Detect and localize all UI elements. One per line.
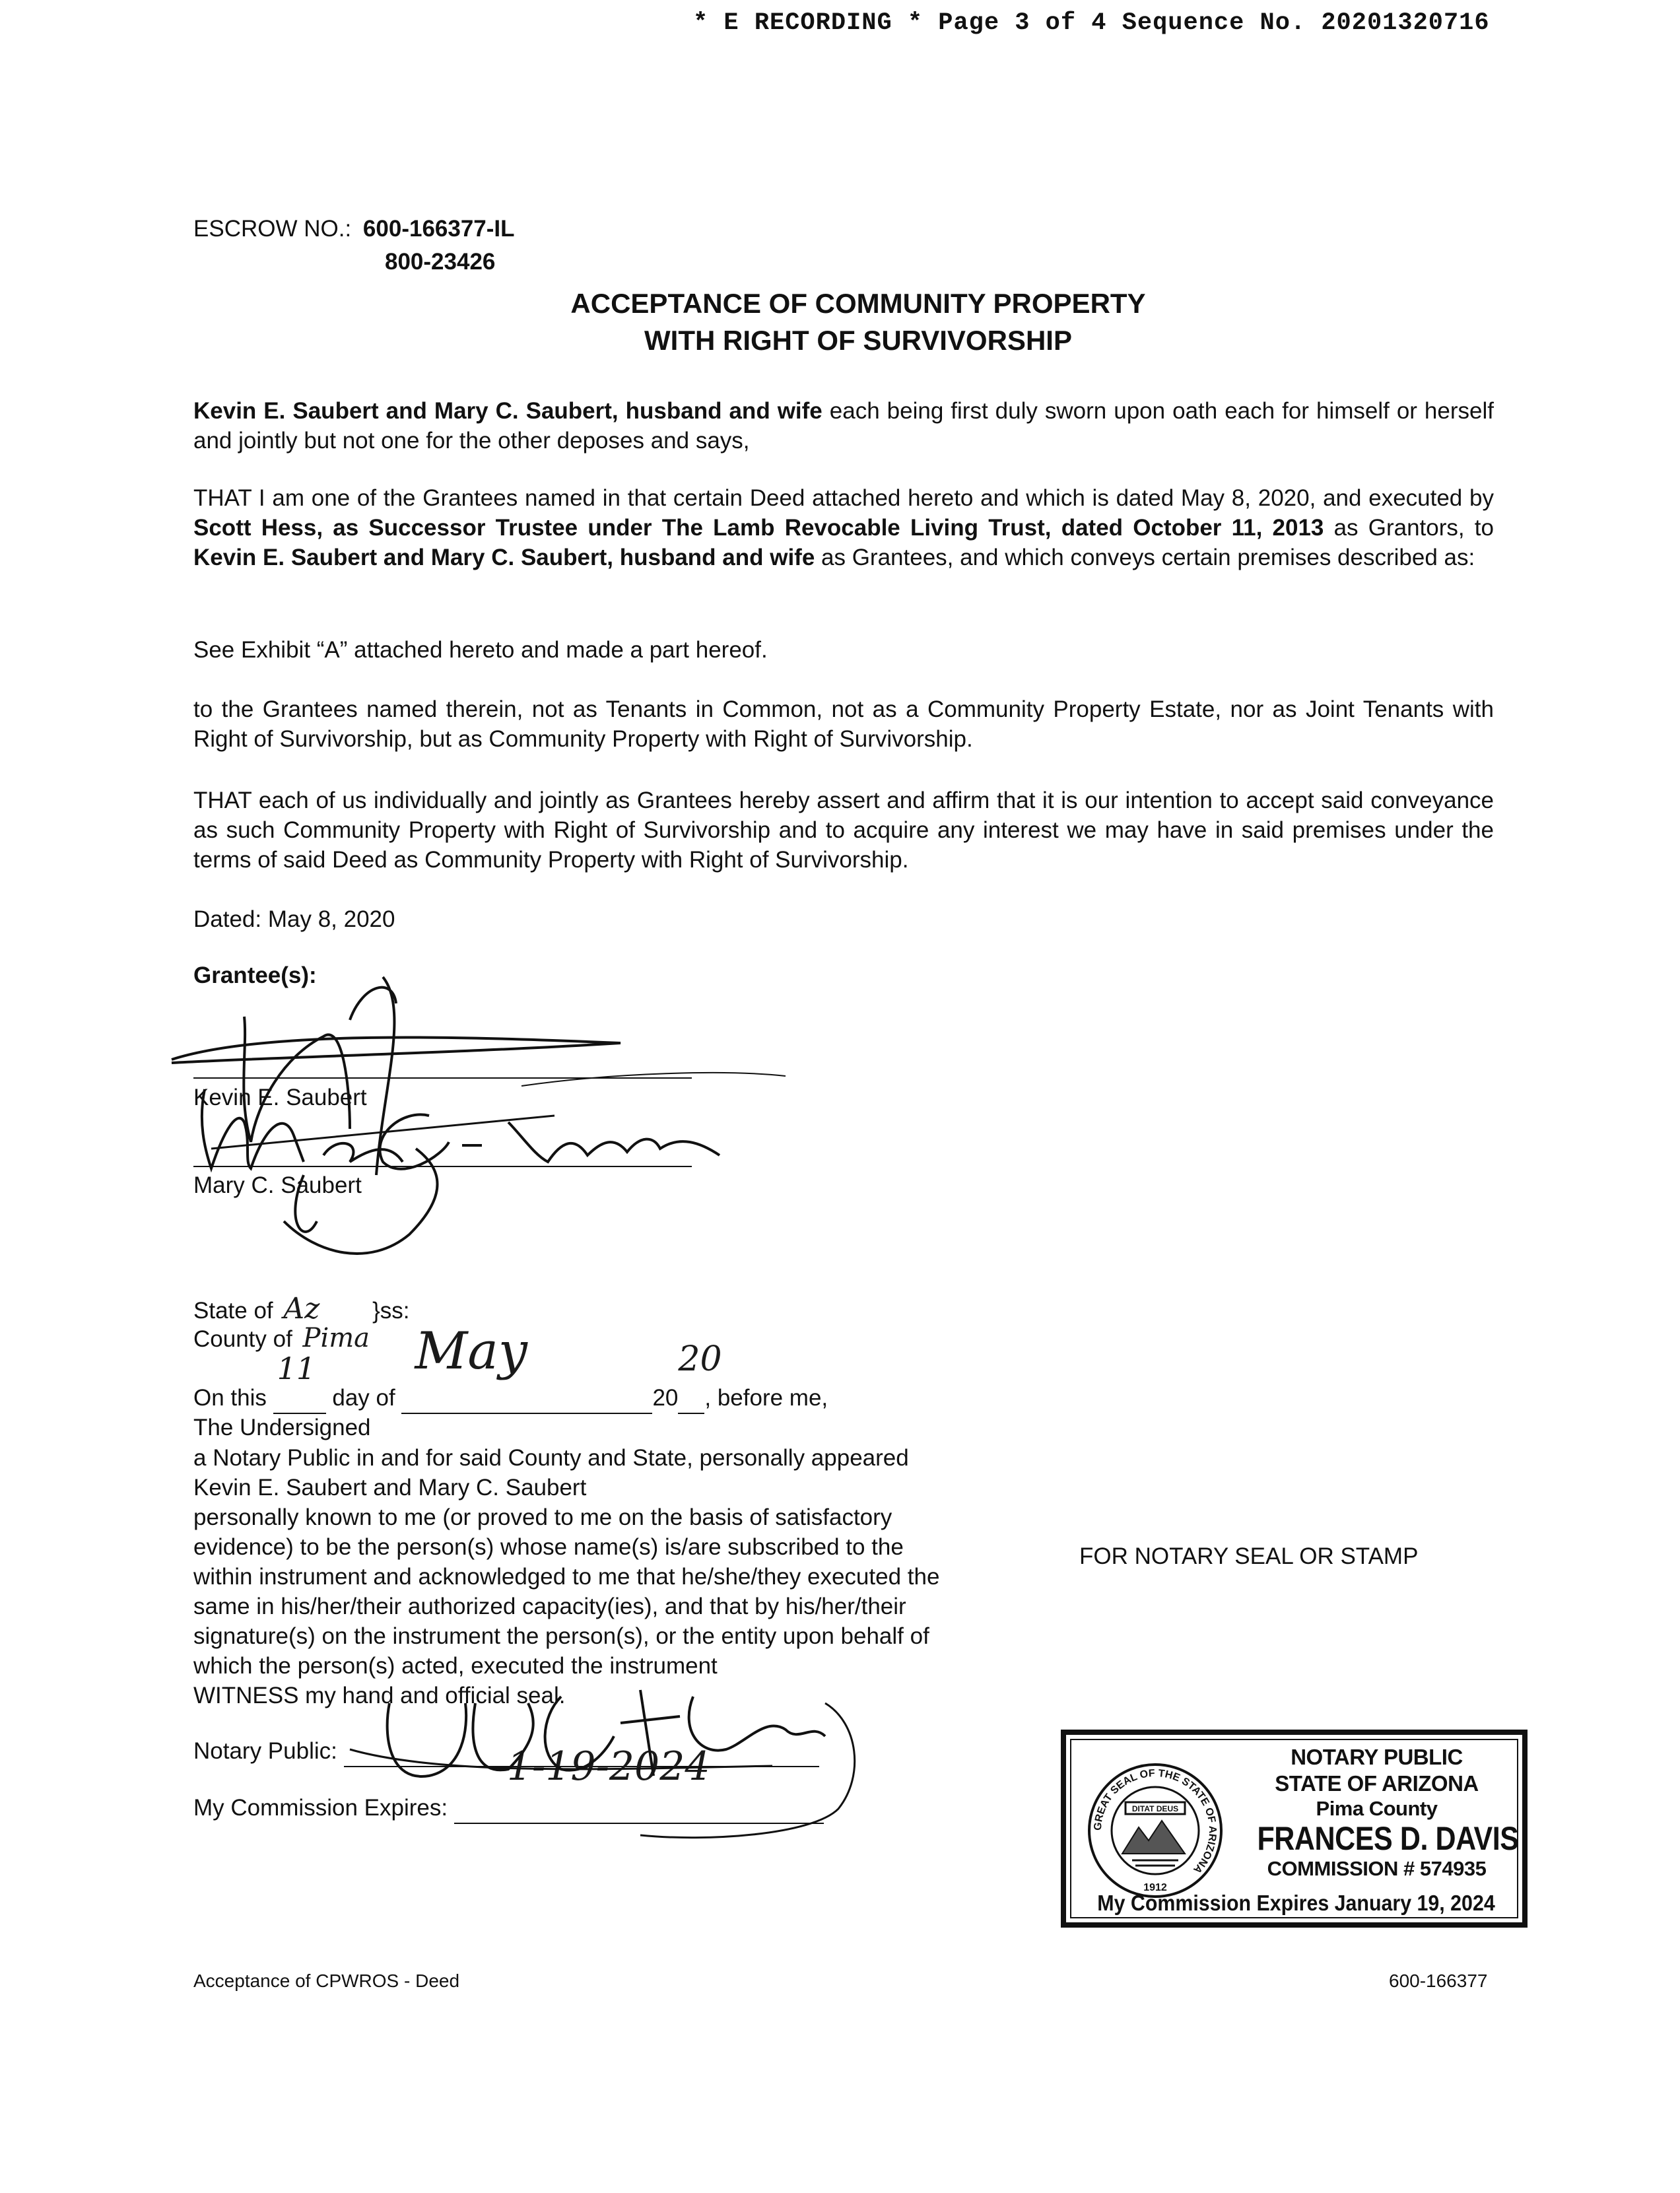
- certificate-line: a Notary Public in and for said County and State, personally appeared: [193, 1445, 909, 1471]
- stamp-line-1: NOTARY PUBLIC: [1291, 1745, 1463, 1769]
- title-line-2: WITH RIGHT OF SURVIVORSHIP: [644, 325, 1072, 356]
- year-prefix: 20: [652, 1385, 679, 1411]
- p2-bold-2: Kevin E. Saubert and Mary C. Saubert, husband and wife: [193, 545, 815, 570]
- p1-rest: each being first duly sworn upon oath each for himself or herself and jointly but not one for the other deposes and says,: [193, 398, 1494, 454]
- footer-right: 600-166377: [1389, 1971, 1488, 1991]
- notary-public-label: Notary Public:: [193, 1738, 337, 1764]
- p1-bold: Kevin E. Saubert and Mary C. Saubert, husband and wife: [193, 398, 823, 424]
- notary-stamp: [1061, 1730, 1528, 1928]
- county-line: [193, 1324, 370, 1354]
- commission-handwritten: 1-19-2024: [506, 1743, 710, 1790]
- escrow-label: ESCROW NO.:: [193, 216, 352, 242]
- p2-c: as Grantees, and which conveys certain premises described as:: [815, 545, 1475, 570]
- day-of-label: day of: [332, 1385, 395, 1411]
- p2-a: THAT I am one of the Grantees named in that certain Deed attached hereto and which is dated May 8, 2020, and executed by: [193, 485, 1494, 511]
- grantee-signature-mary: [152, 1069, 812, 1281]
- month-handwritten: May: [415, 1322, 527, 1381]
- certificate-line: evidence) to be the person(s) whose name(s) is/are subscribed to the: [193, 1534, 904, 1560]
- notary-certificate: [193, 1443, 939, 1710]
- dated-line: Dated: May 8, 2020: [193, 906, 395, 932]
- stamp-line-6: My Commission Expires January 19, 2024: [1097, 1891, 1495, 1915]
- paragraph-intention: THAT each of us individually and jointly as Grantees hereby assert and affirm that it is our intention to accept said conveyance as such Community Property with Right of Survivorship and to acquire any interest we may have in said premises under the terms of said Deed as Community Property with Right of Survivorship.: [193, 788, 1494, 873]
- stamp-line-3: Pima County: [1316, 1797, 1438, 1820]
- certificate-line: same in his/her/their authorized capacity(ies), and that by his/her/their: [193, 1594, 906, 1619]
- footer-left: Acceptance of CPWROS - Deed: [193, 1971, 460, 1991]
- certificate-line: Kevin E. Saubert and Mary C. Saubert: [193, 1475, 587, 1501]
- certificate-line: signature(s) on the instrument the person(s), or the entity upon behalf of: [193, 1623, 929, 1649]
- document-title: [396, 285, 1320, 359]
- arizona-seal-icon: [1086, 1761, 1225, 1900]
- seal-placeholder-label: FOR NOTARY SEAL OR STAMP: [1079, 1543, 1419, 1569]
- paragraph-grantees: [193, 483, 1494, 572]
- grantee-name-2: Mary C. Saubert: [193, 1172, 362, 1198]
- escrow-number-1: 600-166377-IL: [362, 216, 515, 242]
- paragraph-exhibit: See Exhibit “A” attached hereto and made a part hereof.: [193, 637, 768, 663]
- certificate-line: personally known to me (or proved to me on the basis of satisfactory: [193, 1504, 892, 1530]
- seal-ring-text: GREAT SEAL OF THE STATE OF ARIZONA: [1092, 1767, 1219, 1875]
- year-blank: [678, 1339, 722, 1414]
- certificate-line: WITNESS my hand and official seal.: [193, 1683, 566, 1708]
- county-label: County of: [193, 1326, 292, 1352]
- title-line-1: ACCEPTANCE OF COMMUNITY PROPERTY: [570, 288, 1146, 319]
- state-line: [193, 1294, 410, 1326]
- county-handwritten: Pima: [302, 1323, 370, 1353]
- certificate-line: which the person(s) acted, executed the instrument: [193, 1653, 718, 1679]
- p2-bold-1: Scott Hess, as Successor Trustee under The Lamb Revocable Living Trust, dated October 11, 2013: [193, 515, 1324, 541]
- day-blank: [273, 1351, 326, 1414]
- before-me-label: , before me,: [704, 1385, 828, 1411]
- day-handwritten: 11: [277, 1351, 316, 1386]
- state-label: State of: [193, 1298, 273, 1324]
- month-blank: [401, 1322, 652, 1414]
- on-this-label: On this: [193, 1385, 267, 1411]
- recording-header: * E RECORDING * Page 3 of 4 Sequence No. 20201320716: [693, 9, 1490, 37]
- paragraph-oath: [193, 396, 1494, 455]
- seal-motto: DITAT DEUS: [1131, 1804, 1179, 1813]
- stamp-line-4: FRANCES D. DAVIS: [1257, 1820, 1519, 1857]
- paragraph-tenancy: to the Grantees named therein, not as Tenants in Common, not as a Community Property Estate, nor as Joint Tenants with Right of Survivorship, but as Community Property with Right of Survivorship.: [193, 696, 1494, 752]
- ss-label: }ss:: [372, 1298, 410, 1324]
- grantee-name-1: Kevin E. Saubert: [193, 1085, 367, 1110]
- stamp-line-2: STATE OF ARIZONA: [1275, 1771, 1479, 1796]
- commission-label: My Commission Expires:: [193, 1795, 448, 1821]
- grantees-label: Grantee(s):: [193, 962, 317, 988]
- year-handwritten: 20: [678, 1339, 722, 1379]
- escrow-block: [193, 213, 515, 246]
- notary-signature: [310, 1677, 904, 1848]
- state-handwritten: Az: [283, 1292, 320, 1326]
- stamp-text: [1238, 1744, 1519, 1881]
- p2-b: as Grantors, to: [1324, 515, 1494, 541]
- seal-year: 1912: [1143, 1882, 1167, 1893]
- escrow-number-2: 800-23426: [385, 249, 496, 275]
- undersigned-line: The Undersigned: [193, 1415, 371, 1440]
- stamp-line-5: COMMISSION # 574935: [1267, 1857, 1487, 1880]
- certificate-line: within instrument and acknowledged to me that he/she/they executed the: [193, 1564, 940, 1590]
